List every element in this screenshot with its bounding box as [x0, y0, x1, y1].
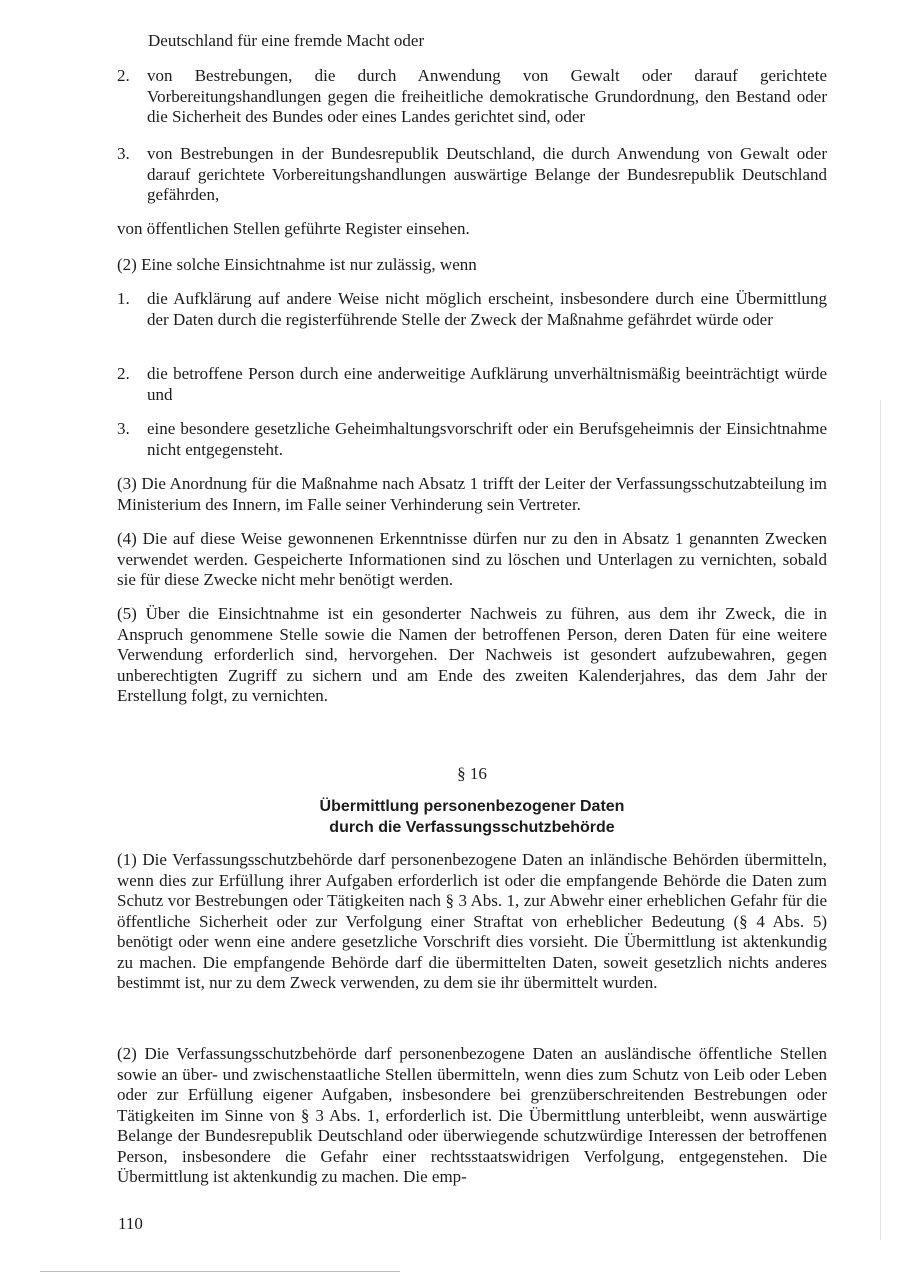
list-text: die Aufklärung auf andere Weise nicht möglich erscheint, insbesondere durch eine Übermittlung der Daten durch die registerführende Stelle der Zweck der Maßnahme gefährdet würde oder [147, 289, 827, 329]
section-paragraph-2: (2) Die Verfassungsschutzbehörde darf personenbezogene Daten an ausländische öffentliche Stellen sowie an über- und zwischenstaatliche Stellen übermitteln, wenn dies zum Schutz von Leib oder Leben oder zur Erfüllung eigener Aufgaben, insbesondere bei grenzüberschreitenden Bestrebungen oder Tätigkeiten im Sinne von § 3 Abs. 1, erforderlich ist. Die Übermittlung unterbleibt, wenn auswärtige Belange der Bundesrepublik Deutschland oder überwiegende schutzwürdige Interessen der betroffenen Person, insbesondere die Gefahr einer rechtsstaatswidrigen Verfolgung, entgegenstehen. Die Übermittlung ist aktenkundig zu machen. Die emp- [117, 1044, 827, 1186]
paragraph-4: (4) Die auf diese Weise gewonnenen Erkenntnisse dürfen nur zu den in Absatz 1 genannten Zwecken verwendet werden. Gespeicherte Informationen sind zu löschen und Unterlagen zu vernichten, sobald sie für diese Zwecke nicht mehr benötigt werden. [117, 529, 827, 589]
paragraph-3: (3) Die Anordnung für die Maßnahme nach Absatz 1 trifft der Leiter der Verfassungsschutzabteilung im Ministerium des Innern, im Falle seiner Verhinderung sein Vertreter. [117, 474, 827, 514]
list-number: 2. [117, 364, 130, 383]
section-number: § 16 [457, 764, 487, 783]
list-text: die betroffene Person durch eine anderweitige Aufklärung unverhältnismäßig beeinträchtigt würde und [147, 364, 827, 404]
register-line: von öffentlichen Stellen geführte Register einsehen. [117, 219, 470, 238]
list-text: eine besondere gesetzliche Geheimhaltungsvorschrift oder ein Berufsgeheimnis der Einsichtnahme nicht entgegensteht. [147, 419, 827, 459]
list-number: 3. [117, 419, 130, 438]
section-paragraph-1: (1) Die Verfassungsschutzbehörde darf personenbezogene Daten an inländische Behörden übermitteln, wenn dies zur Erfüllung ihrer Aufgaben erforderlich ist oder die empfangende Behörde die Daten zum Schutz vor Bestrebungen oder Tätigkeiten nach § 3 Abs. 1, zur Abwehr einer erheblichen Gefahr für die öffentliche Sicherheit oder zur Verfolgung einer Straftat von erheblicher Bedeutung (§ 4 Abs. 5) benötigt oder wenn eine andere gesetzliche Vorschrift dies vorsieht. Die Übermittlung ist aktenkundig zu machen. Die empfangende Behörde darf die übermittelten Daten, soweit gesetzlich nichts anderes bestimmt ist, nur zu dem Zweck verwenden, zu dem sie ihr übermittelt wurden. [117, 850, 827, 992]
list-text: von Bestrebungen in der Bundesrepublik Deutschland, die durch Anwendung von Gewalt oder darauf gerichtete Vorbereitungshandlungen auswärtige Belange der Bundesrepublik Deutschland gefährden, [147, 144, 827, 204]
list-number: 1. [117, 289, 130, 308]
paragraph-2-intro: (2) Eine solche Einsichtnahme ist nur zulässig, wenn [117, 255, 477, 274]
scan-edge-line [880, 400, 881, 1240]
list-item [117, 364, 827, 406]
list-number: 2. [117, 66, 130, 85]
list-item [117, 419, 827, 461]
list-item [117, 66, 827, 128]
list-number: 3. [117, 144, 130, 163]
paragraph-5: (5) Über die Einsichtnahme ist ein gesonderter Nachweis zu führen, aus dem ihr Zweck, die in Anspruch genommene Stelle sowie die Namen der betroffenen Person, deren Daten für eine weitere Verwendung erforderlich sind, hervorgehen. Der Nachweis ist gesondert aufzubewahren, gegen unberechtigten Zugriff zu sichern und am Ende des zweiten Kalenderjahres, das dem Jahr der Erstellung folgt, zu vernichten. [117, 604, 827, 705]
continuation-line: Deutschland für eine fremde Macht oder [148, 31, 425, 50]
page-number: 110 [118, 1214, 143, 1233]
section-title-line-2: durch die Verfassungsschutzbehörde [329, 819, 615, 836]
list-item [117, 289, 827, 351]
section-title-line-1: Übermittlung personenbezogener Daten [319, 798, 625, 815]
list-text: von Bestrebungen, die durch Anwendung von Gewalt oder darauf gerichtete Vorbereitungshandlungen gegen die freiheitliche demokratische Grundordnung, den Bestand oder die Sicherheit des Bundes oder eines Landes gerichtet sind, oder [147, 66, 827, 126]
list-item [117, 144, 827, 206]
bottom-scan-rule [40, 1271, 400, 1272]
